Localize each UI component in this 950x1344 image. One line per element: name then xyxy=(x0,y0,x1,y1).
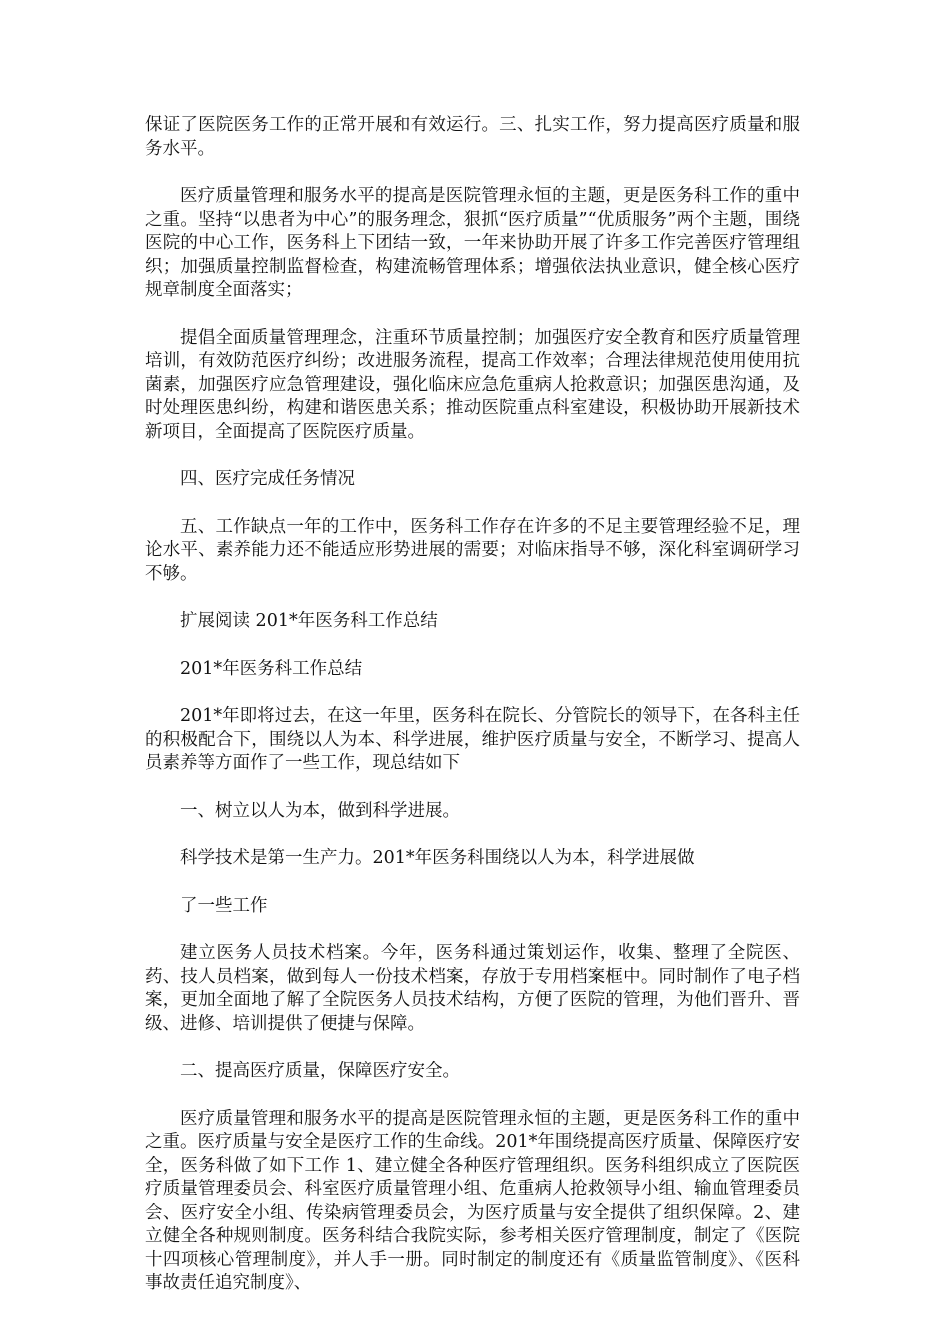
paragraph: 提倡全面质量管理理念，注重环节质量控制；加强医疗安全教育和医疗质量管理培训，有效防范医疗纠纷；改进服务流程，提高工作效率；合理法律规范使用使用抗菌素，加强医疗应急管理建设，强化临床应急危重病人抢救意识；加强医患沟通，及时处理医患纠纷，构建和谐医患关系；推动医院重点科室建设，积极协助开展新技术新项目，全面提高了医院医疗质量。 xyxy=(145,327,800,442)
paragraph: 五、工作缺点一年的工作中，医务科工作存在许多的不足主要管理经验不足，理论水平、素养能力还不能适应形势进展的需要；对临床指导不够，深化科室调研学习不够。 xyxy=(145,516,800,584)
extended-reading-heading: 扩展阅读 201*年医务科工作总结 xyxy=(180,611,438,631)
paragraph: 医疗质量管理和服务水平的提高是医院管理永恒的主题，更是医务科工作的重中之重。坚持“以患者为中心”的服务理念，狠抓“医疗质量”“优质服务”两个主题，围绕医院的中心工作，医务科上下团结一致，一年来协助开展了许多工作完善医疗管理组织；加强质量控制监督检查，构建流畅管理体系；增强依法执业意识，健全核心医疗规章制度全面落实； xyxy=(145,186,800,300)
document-body xyxy=(145,114,800,1320)
document-title: 201*年医务科工作总结 xyxy=(180,658,363,679)
paragraph: 科学技术是第一生产力。201*年医务科围绕以人为本，科学进展做 xyxy=(180,848,695,868)
section-heading: 一、树立以人为本，做到科学进展。 xyxy=(180,800,460,821)
section-heading: 四、医疗完成任务情况 xyxy=(180,469,355,489)
paragraph: 医疗质量管理和服务水平的提高是医院管理永恒的主题，更是医务科工作的重中之重。医疗质量与安全是医疗工作的生命线。201*年围绕提高医疗质量、保障医疗安全，医务科做了如下工作 1、建立健全各种医疗管理组织。医务科组织成立了医院医疗质量管理委员会、科室医疗质量管理小组、危重病人抢救领导小组、输血管理委员会、医疗安全小组、传染病管理委员会，为医疗质量与安全提供了组织保障。2、建立健全各种规则制度。医务科结合我院实际，参考相关医疗管理制度，制定了《医院十四项核心管理制度》，并人手一册。同时制定的制度还有《质量监管制度》、《医科事故责任追究制度》、 xyxy=(145,1108,800,1293)
paragraph: 了一些工作 xyxy=(180,895,268,916)
paragraph: 保证了医院医务工作的正常开展和有效运行。三、扎实工作，努力提高医疗质量和服务水平。 xyxy=(145,115,800,159)
section-heading: 二、提高医疗质量，保障医疗安全。 xyxy=(180,1061,460,1081)
paragraph: 建立医务人员技术档案。今年，医务科通过策划运作，收集、整理了全院医、药、技人员档案，做到每人一份技术档案，存放于专用档案框中。同时制作了电子档案，更加全面地了解了全院医务人员技术结构，方便了医院的管理，为他们晋升、晋级、进修、培训提供了便捷与保障。 xyxy=(145,943,800,1034)
paragraph: 201*年即将过去，在这一年里，医务科在院长、分管院长的领导下，在各科主任的积极配合下，围绕以人为本、科学进展，维护医疗质量与安全，不断学习、提高人员素养等方面作了一些工作，现总结如下 xyxy=(145,706,800,773)
